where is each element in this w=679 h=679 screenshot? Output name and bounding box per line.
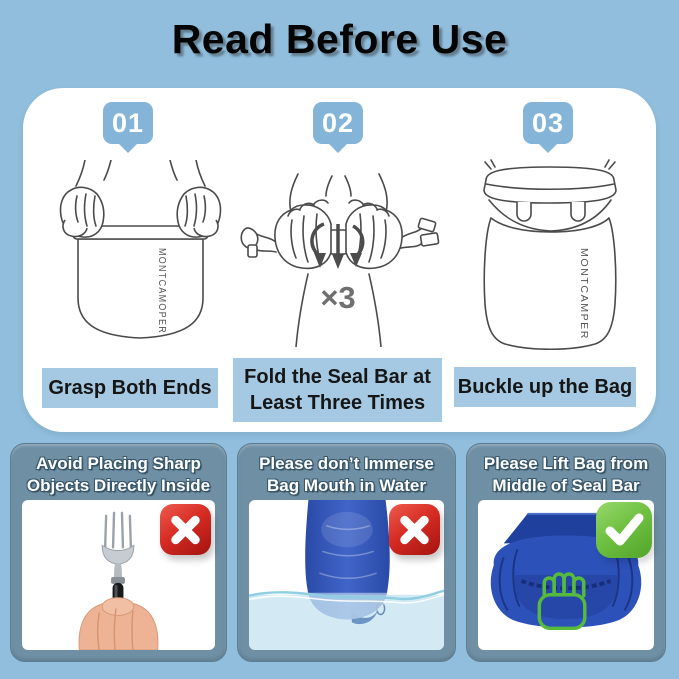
step2-fold-seal-bar-illustration xyxy=(236,172,441,347)
allowed-badge xyxy=(596,502,652,558)
check-icon xyxy=(596,502,652,558)
step2-caption-line2: Least Three Times xyxy=(249,392,426,414)
step1-caption xyxy=(42,368,218,408)
step-badge-03: 03 xyxy=(523,102,573,144)
step3-buckled-bag-illustration xyxy=(461,154,641,359)
step-badge-01: 01 xyxy=(103,102,153,144)
page-title: Read Before Use xyxy=(171,16,508,62)
warning1-image xyxy=(22,500,215,650)
warning3-title: Please Lift Bag from Middle of Seal Bar xyxy=(483,454,649,495)
x-icon xyxy=(160,504,211,556)
brand-label-step3: MONTCAMPER xyxy=(578,248,590,339)
step3-caption xyxy=(454,367,636,407)
step3-caption-text: Buckle up the Bag xyxy=(457,376,633,398)
step1-caption-text: Grasp Both Ends xyxy=(48,377,212,399)
forbidden-badge xyxy=(389,504,440,555)
forbidden-badge xyxy=(160,504,211,555)
warning-panel-immerse-water xyxy=(237,443,456,662)
warning3-image xyxy=(478,500,654,650)
warning1-title: Avoid Placing Sharp Objects Directly Inside xyxy=(26,454,211,495)
warning2-title: Please don’t Immerse Bag Mouth in Water xyxy=(259,454,434,495)
step-badge-02: 02 xyxy=(313,102,363,144)
x-icon xyxy=(389,504,440,556)
brand-label-step1: MONTCAMOPER xyxy=(156,248,168,349)
step2-caption-line1: Fold the Seal Bar at xyxy=(244,366,431,388)
step2-caption xyxy=(233,358,442,422)
fold-times-label: ×3 xyxy=(320,280,356,315)
warning-panel-lift-middle xyxy=(466,443,666,662)
warning2-image xyxy=(249,500,444,650)
steps-card xyxy=(23,88,656,432)
step1-grasp-bag-illustration xyxy=(43,160,238,360)
warning-panel-sharp-objects xyxy=(10,443,227,662)
